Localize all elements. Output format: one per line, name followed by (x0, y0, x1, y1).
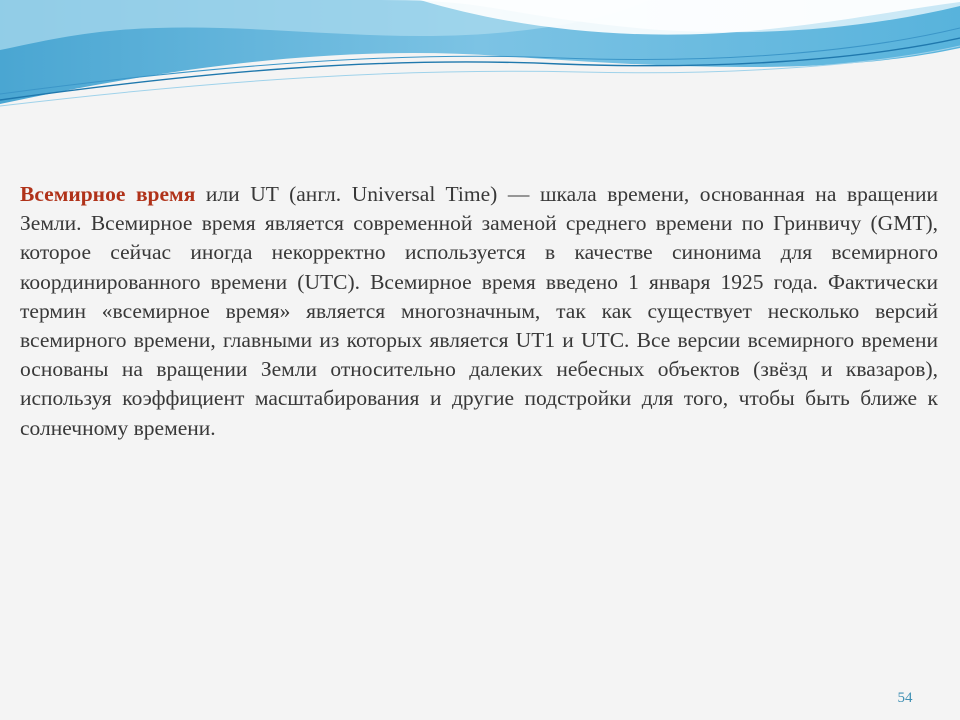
term-highlight: Всемирное время (20, 182, 196, 206)
body-paragraph (20, 180, 938, 443)
page-number: 54 (897, 690, 913, 706)
wave-decoration (0, 0, 960, 120)
paragraph-text: или UT (англ. Universal Time) — шкала времени, основанная на вращении Земли. Всемирное время является современной заменой среднего времени по Гринвичу (GMT), которое сейчас иногда некорректно используется в качестве синонима для всемирного координированного времени (UTC). Всемирное время введено 1 января 1925 года. Фактически термин «всемирное время» является многозначным, так как существует несколько версий всемирного времени, главными из которых является UT1 и UTC. Все версии всемирного времени основаны на вращении Земли относительно далеких небесных объектов (звёзд и квазаров), используя коэффициент масштабирования и другие подстройки для того, чтобы быть ближе к солнечному времени. (20, 182, 939, 440)
